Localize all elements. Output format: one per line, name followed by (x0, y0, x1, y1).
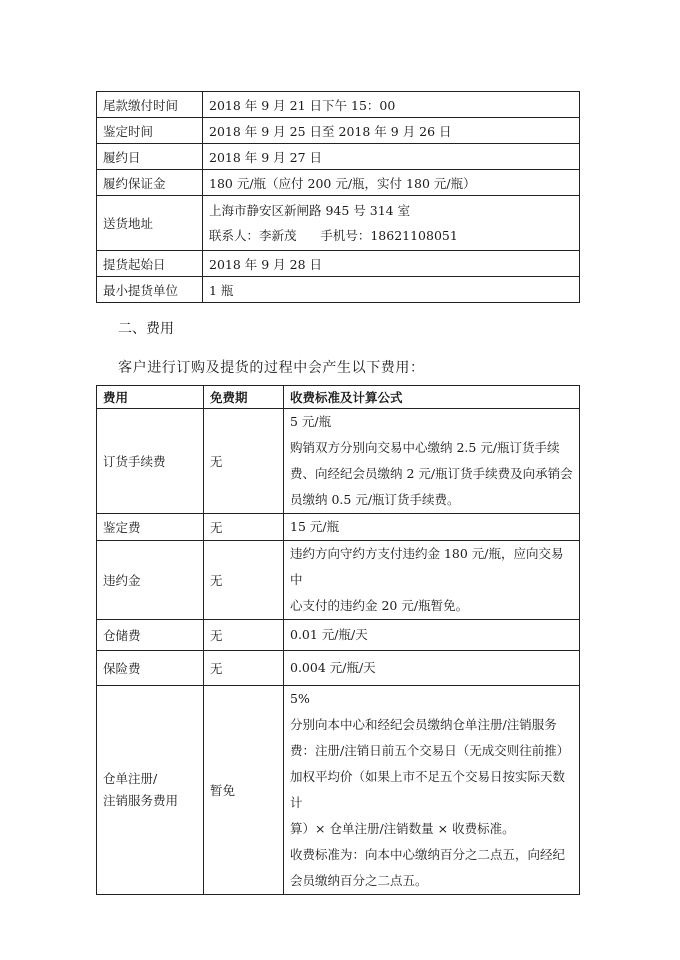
fee-table (96, 385, 580, 895)
fee-free-period: 无 (204, 541, 284, 620)
table-row (97, 251, 580, 277)
text-line: 加权平均价（如果上市不足五个交易日按实际天数计 (290, 769, 566, 810)
table-row (97, 92, 580, 118)
contact-line: 联系人：李新茂 手机号：18621108051 (209, 228, 458, 243)
fee-standard (284, 409, 580, 514)
table-row (97, 541, 580, 620)
text-line: 0.01 元/瓶/天 (290, 627, 368, 642)
text-line: 5 元/瓶 (290, 414, 332, 429)
table-row (97, 409, 580, 514)
table-row (97, 118, 580, 144)
row-label: 提货起始日 (97, 251, 203, 277)
table-row (97, 514, 580, 541)
table-row (97, 651, 580, 686)
row-label: 最小提货单位 (97, 277, 203, 303)
delivery-address-cell (203, 196, 580, 251)
text-line: 心支付的违约金 20 元/瓶暂免。 (290, 598, 469, 613)
header-free-period: 免费期 (204, 386, 284, 409)
text-line: 费、向经纪会员缴纳 2 元/瓶订货手续费及向承销会 (290, 466, 573, 481)
text-line: 0.004 元/瓶/天 (290, 660, 376, 675)
fee-free-period: 无 (204, 409, 284, 514)
header-standard: 收费标准及计算公式 (284, 386, 580, 409)
row-value: 2018 年 9 月 27 日 (203, 144, 580, 170)
fee-name: 鉴定费 (97, 514, 204, 541)
row-value: 180 元/瓶（应付 200 元/瓶，实付 180 元/瓶） (203, 170, 580, 196)
text-line: 收费标准为：向本中心缴纳百分之二点五，向经纪 (290, 847, 566, 862)
row-value: 2018 年 9 月 28 日 (203, 251, 580, 277)
table-row (97, 196, 580, 251)
row-label: 履约日 (97, 144, 203, 170)
fee-standard (284, 514, 580, 541)
fee-standard (284, 620, 580, 651)
text-line: 费：注册/注销日前五个交易日（无成交则往前推） (290, 743, 570, 758)
table-row (97, 277, 580, 303)
table-row (97, 144, 580, 170)
fee-standard (284, 541, 580, 620)
contract-info-table (96, 91, 580, 303)
row-label: 尾款缴付时间 (97, 92, 203, 118)
fee-free-period: 无 (204, 651, 284, 686)
row-value: 2018 年 9 月 25 日至 2018 年 9 月 26 日 (203, 118, 580, 144)
fee-name (97, 686, 204, 895)
header-fee: 费用 (97, 386, 204, 409)
text-line: 会员缴纳百分之二点五。 (290, 873, 428, 888)
text-line: 违约方向守约方支付违约金 180 元/瓶，应向交易中 (290, 546, 564, 587)
row-value: 2018 年 9 月 21 日下午 15：00 (203, 92, 580, 118)
text-line: 15 元/瓶 (290, 519, 340, 534)
fee-free-period: 暂免 (204, 686, 284, 895)
row-label: 履约保证金 (97, 170, 203, 196)
text-line: 注销服务费用 (103, 793, 179, 808)
text-line: 5% (290, 691, 310, 706)
fee-name: 订货手续费 (97, 409, 204, 514)
text-line: 仓单注册/ (103, 771, 158, 786)
fee-name: 保险费 (97, 651, 204, 686)
fee-free-period: 无 (204, 514, 284, 541)
table-header-row (97, 386, 580, 409)
address-line: 上海市静安区新闸路 945 号 314 室 (209, 203, 411, 218)
text-line: 购销双方分别向交易中心缴纳 2.5 元/瓶订货手续 (290, 440, 560, 455)
table-row (97, 620, 580, 651)
section-title: 二、费用 (118, 321, 174, 337)
table-row (97, 686, 580, 895)
table-row (97, 170, 580, 196)
text-line: 分别向本中心和经纪会员缴纳仓单注册/注销服务 (290, 717, 557, 732)
row-label: 送货地址 (97, 196, 203, 251)
fee-standard (284, 651, 580, 686)
row-value: 1 瓶 (203, 277, 580, 303)
fee-name: 仓储费 (97, 620, 204, 651)
text-line: 算）× 仓单注册/注销数量 × 收费标准。 (290, 821, 515, 836)
intro-text: 客户进行订购及提货的过程中会产生以下费用： (118, 360, 425, 376)
fee-free-period: 无 (204, 620, 284, 651)
text-line: 员缴纳 0.5 元/瓶订货手续费。 (290, 492, 460, 507)
fee-name: 违约金 (97, 541, 204, 620)
row-label: 鉴定时间 (97, 118, 203, 144)
fee-standard (284, 686, 580, 895)
